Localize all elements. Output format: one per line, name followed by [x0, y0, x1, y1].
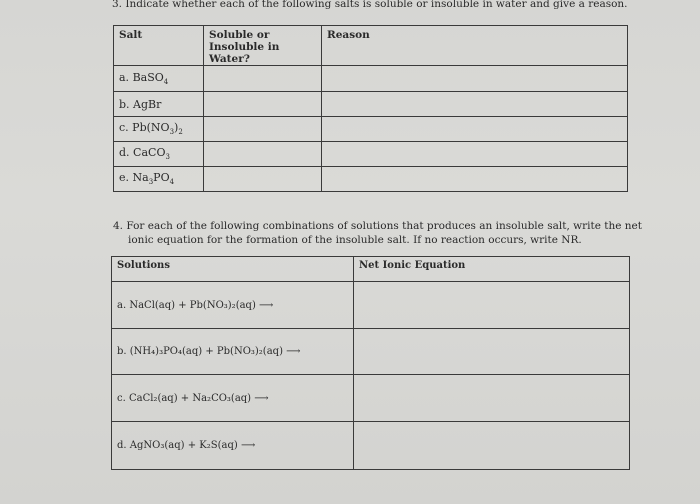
question-4-line-2: ionic equation for the formation of the insoluble salt. If no reaction occurs, write NR.	[128, 234, 582, 246]
header-salt: Salt	[114, 26, 204, 66]
reason-answer-cell[interactable]	[322, 167, 628, 192]
salt-cell: d. CaCO$_3$	[114, 142, 204, 167]
table-row	[112, 282, 630, 329]
question-4-line-1: 4. For each of the following combinations of solutions that produces an insoluble salt, write the net	[113, 220, 642, 232]
table-row	[112, 375, 630, 422]
salt-cell: e. $Na_3PO_4$	[114, 167, 204, 192]
question-3-text: 3. Indicate whether each of the following salts is soluble or insoluble in water and give a reason.	[112, 0, 628, 10]
header-solubility: Soluble or Insoluble in Water?	[204, 26, 322, 66]
header-solutions: Solutions	[112, 257, 354, 282]
table-row	[112, 422, 630, 470]
table-row	[114, 92, 628, 117]
reason-answer-cell[interactable]	[322, 117, 628, 142]
table-header-row	[112, 257, 630, 282]
reason-answer-cell[interactable]	[322, 66, 628, 92]
salt-solubility-table	[113, 25, 628, 192]
table-row	[114, 117, 628, 142]
equation-answer-cell[interactable]	[354, 329, 630, 375]
reason-answer-cell[interactable]	[322, 92, 628, 117]
equation-answer-cell[interactable]	[354, 375, 630, 422]
equation-answer-cell[interactable]	[354, 282, 630, 329]
equation-answer-cell[interactable]	[354, 422, 630, 470]
salt-cell: a. BaSO$_4$	[114, 66, 204, 92]
solutions-cell: d. AgNO₃(aq) + K₂S(aq) ⟶	[112, 422, 354, 470]
table-row	[114, 167, 628, 192]
reason-answer-cell[interactable]	[322, 142, 628, 167]
solutions-cell: c. CaCl₂(aq) + Na₂CO₃(aq) ⟶	[112, 375, 354, 422]
table-row	[114, 142, 628, 167]
net-ionic-equation-table	[111, 256, 630, 470]
salt-cell: b. AgBr	[114, 92, 204, 117]
header-net-ionic-equation: Net Ionic Equation	[354, 257, 630, 282]
solutions-cell: a. NaCl(aq) + Pb(NO₃)₂(aq) ⟶	[112, 282, 354, 329]
table-row	[114, 66, 628, 92]
table-row	[112, 329, 630, 375]
table-header-row	[114, 26, 628, 66]
solubility-answer-cell[interactable]	[204, 117, 322, 142]
solubility-answer-cell[interactable]	[204, 92, 322, 117]
salt-cell: c. $Pb(NO_3)_2$	[114, 117, 204, 142]
solutions-cell: b. (NH₄)₃PO₄(aq) + Pb(NO₃)₂(aq) ⟶	[112, 329, 354, 375]
solubility-answer-cell[interactable]	[204, 167, 322, 192]
solubility-answer-cell[interactable]	[204, 66, 322, 92]
header-reason: Reason	[322, 26, 628, 66]
solubility-answer-cell[interactable]	[204, 142, 322, 167]
